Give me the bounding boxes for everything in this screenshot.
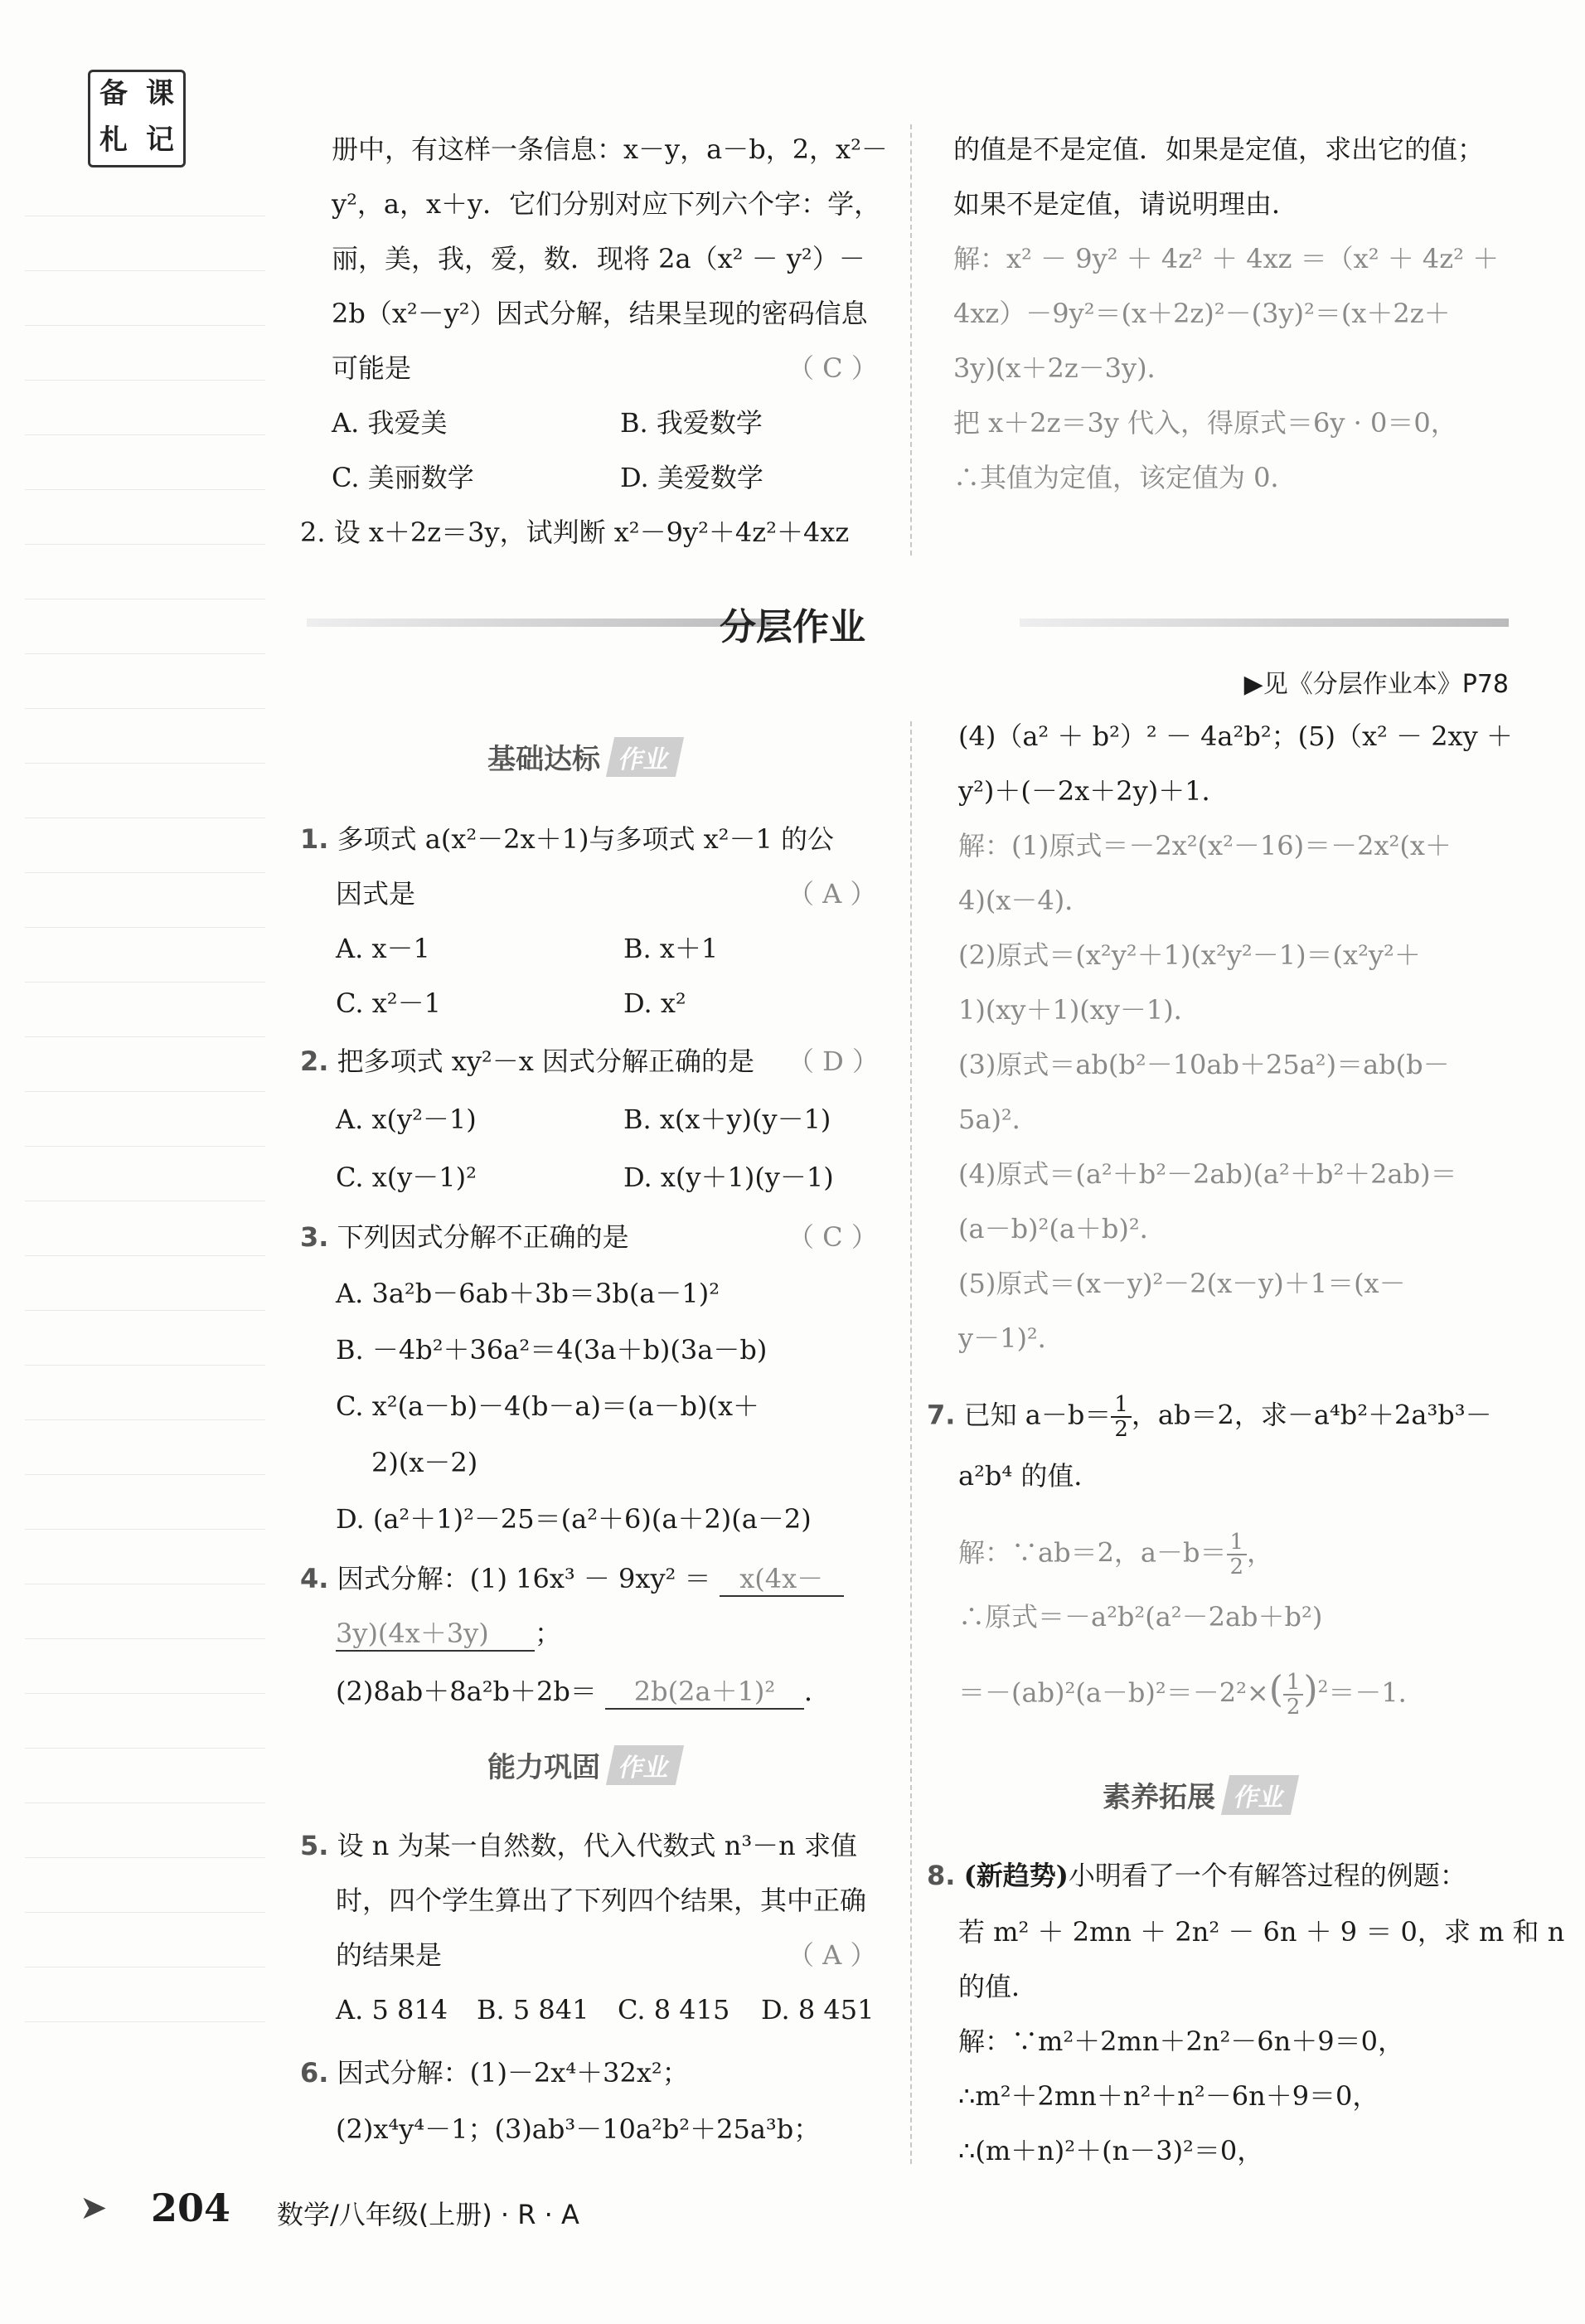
question-5	[300, 1829, 857, 1862]
paren: (	[1268, 1668, 1283, 1711]
q-answer: （ C ）	[788, 352, 878, 384]
option: A. x(y²－1)	[336, 1104, 477, 1135]
question-8	[927, 1859, 1466, 1892]
solution-line	[958, 1670, 1425, 1719]
question-number: 8.	[927, 1860, 956, 1891]
question-text: 多项式 a(x²－2x＋1)与多项式 x²－1 的公	[337, 823, 835, 855]
question-text: ∴(m＋n)²＋(n－3)²＝0，	[958, 2135, 1264, 2166]
question-4-cont	[336, 1617, 561, 1652]
question-4	[300, 1562, 844, 1597]
solution-text: ，	[1247, 1536, 1274, 1569]
footer-book-info: 数学/八年级(上册) · R · A	[277, 2199, 579, 2230]
option: B. x＋1	[623, 933, 719, 964]
trend-tag: (新趋势)	[963, 1860, 1069, 1891]
solution-line: y－1)²．	[958, 1322, 1064, 1354]
option: B. 我爱数学	[620, 407, 763, 439]
option: C. x²(a－b)－4(b－a)＝(a－b)(x＋	[336, 1390, 760, 1422]
top-left-line: 2b（x²－y²）因式分解，结果呈现的密码信息	[332, 298, 868, 329]
option: B. 5 841	[477, 1994, 589, 2026]
subsection-title: 素养拓展	[1103, 1781, 1215, 1814]
question-6	[300, 2056, 689, 2089]
fraction	[1283, 1671, 1304, 1719]
question-text: (2)8ab＋8a²b＋2b＝	[336, 1676, 597, 1707]
question-1	[300, 822, 834, 856]
solution-line: 4xz）－9y²＝(x＋2z)²－(3y)²＝(x＋2z＋	[953, 298, 1451, 329]
exponent: 2	[1317, 1676, 1329, 1696]
solution-line: (2)原式＝(x²y²＋1)(x²y²－1)＝(x²y²＋	[958, 939, 1421, 971]
question-text: 因式分解：(1) 16x³ － 9xy² ＝	[337, 1563, 711, 1594]
question-text: 下列因式分解不正确的是	[337, 1221, 629, 1253]
page-arrow-icon: ➤	[80, 2189, 108, 2227]
subsection-literacy	[1103, 1774, 1295, 1815]
subsection-tag: 作业	[606, 1745, 684, 1785]
top-left-line: 可能是	[332, 352, 412, 384]
option: A. 我爱美	[332, 407, 448, 439]
denominator: 2	[1286, 1695, 1301, 1720]
question-3	[300, 1220, 629, 1254]
solution-text: ＝－(ab)²(a－b)²＝－2²×	[958, 1676, 1269, 1709]
solution-line: 1)(xy＋1)(xy－1)．	[958, 994, 1200, 1026]
q-answer: （ A ）	[788, 1939, 877, 1971]
question-2-stem: 2. 设 x＋2z＝3y，试判断 x²－9y²＋4z²＋4xz	[300, 517, 850, 548]
subsection-tag: 作业	[606, 737, 684, 777]
question-4-part2	[336, 1675, 831, 1710]
fill-blank: 3y)(4x＋3y)	[336, 1617, 535, 1652]
option: C. 美丽数学	[332, 462, 474, 493]
solution-line: ∴原式＝－a²b²(a²－2ab＋b²)	[958, 1601, 1323, 1633]
question-text: 设 n 为某一自然数，代入代数式 n³－n 求值	[337, 1830, 857, 1861]
lesson-notes-badge	[88, 70, 186, 167]
subsection-title: 基础达标	[487, 743, 600, 776]
question-number: 6.	[300, 2057, 329, 2089]
solution-line	[958, 1531, 1273, 1579]
option: D. 美爱数学	[620, 462, 763, 493]
question-number: 3.	[300, 1221, 329, 1253]
question-number: 2.	[300, 1046, 329, 1077]
question-text: 因式是	[336, 878, 416, 910]
option: C. x²－1	[336, 987, 441, 1019]
badge-char: 课	[146, 77, 174, 110]
numerator: 1	[1111, 1393, 1132, 1418]
question-text: 时，四个学生算出了下列四个结果，其中正确	[336, 1885, 867, 1916]
top-left-line: 丽，美，我，爱，数．现将 2a（x² － y²）－	[332, 243, 865, 274]
subsection-tag: 作业	[1221, 1775, 1299, 1815]
question-7	[927, 1393, 1492, 1441]
option: 2)(x－2)	[371, 1447, 478, 1478]
solution-line: ∴其值为定值，该定值为 0．	[953, 462, 1297, 493]
q-answer: （ A ）	[788, 878, 877, 910]
solution-text: 解：∵ab＝2，a－b＝	[958, 1536, 1227, 1569]
option: A. 3a²b－6ab＋3b＝3b(a－1)²	[336, 1278, 720, 1309]
fill-blank: 2b(2a＋1)²	[605, 1675, 804, 1710]
denominator: 2	[1114, 1417, 1128, 1442]
solution-line: 5a)²．	[958, 1104, 1039, 1135]
question-text: (2)x⁴y⁴－1；(3)ab³－10a²b²＋25a³b；	[336, 2113, 821, 2145]
fraction	[1111, 1393, 1132, 1441]
solution-line: (3)原式＝ab(b²－10ab＋25a²)＝ab(b－	[958, 1049, 1450, 1080]
subsection-ability	[487, 1744, 680, 1785]
option: A. x－1	[336, 933, 430, 964]
option: B. －4b²＋36a²＝4(3a＋b)(3a－b)	[336, 1334, 768, 1366]
badge-char: 备	[99, 77, 128, 110]
question-6-cont: y²)＋(－2x＋2y)＋1．	[958, 775, 1229, 807]
question-number: 5.	[300, 1830, 329, 1861]
solution-line: 3y)(x＋2z－3y)．	[953, 352, 1174, 384]
option: D. x²	[623, 987, 686, 1019]
solution-line: 解：(1)原式＝－2x²(x²－16)＝－2x²(x＋	[958, 830, 1452, 861]
numerator: 1	[1283, 1671, 1304, 1696]
question-number: 1.	[300, 823, 329, 855]
column-divider-top	[910, 124, 912, 556]
margin-ruled-lines	[25, 216, 265, 2156]
question-text: 解：∵m²＋2mn＋2n²－6n＋9＝0，	[958, 2026, 1404, 2057]
option: D. (a²＋1)²－25＝(a²＋6)(a＋2)(a－2)	[336, 1503, 812, 1535]
question-2	[300, 1045, 754, 1078]
subsection-basic	[487, 736, 680, 777]
solution-line: 解：x² － 9y² ＋ 4z² ＋ 4xz ＝（x² ＋ 4z² ＋	[953, 243, 1500, 274]
solution-text: ＝－1．	[1328, 1676, 1425, 1709]
q-answer: （ D ）	[788, 1046, 880, 1077]
question-text: 小明看了一个有解答过程的例题：	[1068, 1860, 1466, 1891]
solution-line: 把 x＋2z＝3y 代入，得原式＝6y · 0＝0，	[953, 407, 1457, 439]
question-text: 已知 a－b＝	[963, 1399, 1112, 1431]
see-reference: ▶见《分层作业本》P78	[1243, 670, 1509, 699]
subsection-title: 能力巩固	[487, 1751, 600, 1784]
solution-line: 4)(x－4)．	[958, 885, 1092, 916]
option: D. 8 451	[761, 1994, 875, 2026]
top-left-line: y²，a，x＋y．它们分别对应下列六个字：学，	[332, 188, 881, 220]
option: A. 5 814	[336, 1994, 448, 2026]
page-number: 204	[151, 2186, 231, 2230]
top-right-line: 如果不是定值，请说明理由．	[953, 188, 1299, 220]
question-text: 把多项式 xy²－x 因式分解正确的是	[337, 1046, 754, 1077]
q-answer: （ C ）	[788, 1221, 878, 1253]
solution-line: (5)原式＝(x－y)²－2(x－y)＋1＝(x－	[958, 1268, 1406, 1299]
question-text: 的结果是	[336, 1939, 443, 1971]
top-left-line: 册中，有这样一条信息：x－y，a－b，2，x²－	[332, 133, 888, 165]
fraction	[1227, 1531, 1248, 1579]
section-title: 分层作业	[720, 606, 865, 648]
option: C. 8 415	[618, 1994, 730, 2026]
question-text: 的值．	[958, 1971, 1039, 2002]
question-text: 因式分解：(1)－2x⁴＋32x²；	[337, 2057, 689, 2089]
top-right-line: 的值是不是定值．如果是定值，求出它的值；	[953, 133, 1485, 165]
denominator: 2	[1229, 1555, 1244, 1579]
question-number: 7.	[927, 1399, 956, 1431]
question-6-cont: (4)（a² ＋ b²）² － 4a²b²；(5)（x² － 2xy ＋	[958, 720, 1513, 752]
column-divider-bottom	[910, 721, 912, 2164]
question-text: ，ab＝2，求－a⁴b²＋2a³b³－	[1131, 1399, 1492, 1431]
punctuation: ．	[804, 1676, 831, 1707]
option: D. x(y＋1)(y－1)	[623, 1162, 834, 1193]
question-text: a²b⁴ 的值．	[958, 1460, 1101, 1492]
solution-line: (4)原式＝(a²＋b²－2ab)(a²＋b²＋2ab)＝	[958, 1158, 1457, 1190]
solution-line: (a－b)²(a＋b)²．	[958, 1213, 1166, 1244]
badge-char: 札	[99, 124, 128, 157]
question-number: 4.	[300, 1563, 329, 1594]
question-text: 若 m² ＋ 2mn ＋ 2n² － 6n ＋ 9 ＝ 0，求 m 和 n	[958, 1916, 1565, 1948]
fill-blank: x(4x－	[720, 1562, 844, 1597]
paren: )	[1303, 1668, 1318, 1711]
option: B. x(x＋y)(y－1)	[623, 1104, 831, 1135]
option: C. x(y－1)²	[336, 1162, 477, 1193]
numerator: 1	[1227, 1531, 1248, 1555]
badge-char: 记	[146, 124, 174, 157]
punctuation: ；	[535, 1618, 562, 1649]
question-text: ∴m²＋2mn＋n²＋n²－6n＋9＝0，	[958, 2080, 1379, 2112]
